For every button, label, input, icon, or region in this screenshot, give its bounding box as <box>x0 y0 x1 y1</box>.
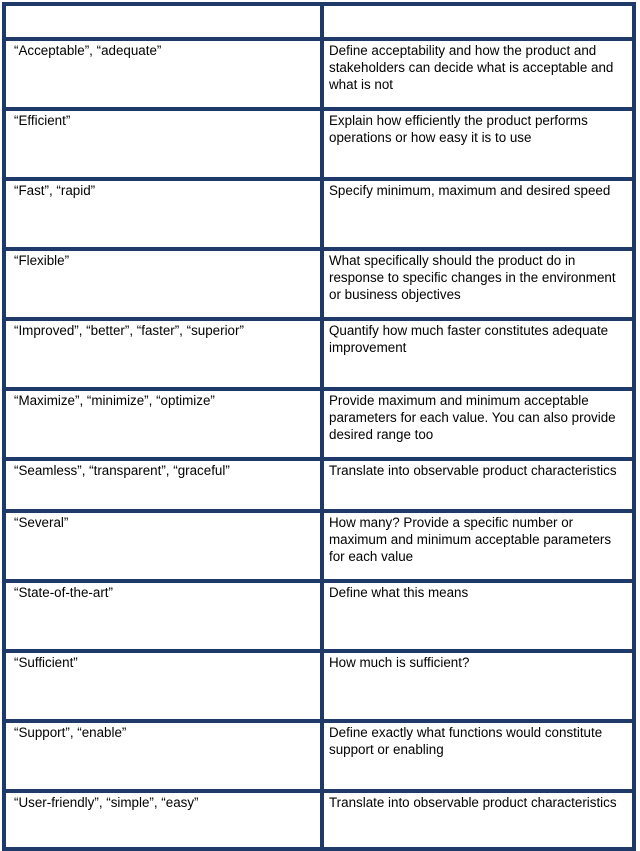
table-body <box>4 39 634 849</box>
table-row <box>4 179 634 249</box>
term-cell: “Acceptable”, “adequate” <box>4 39 322 109</box>
term-cell: “State-of-the-art” <box>4 581 322 651</box>
guidance-cell: Define exactly what functions would constitute support or enabling <box>322 721 634 791</box>
term-cell: “Support”, “enable” <box>4 721 322 791</box>
guidance-cell: Quantify how much faster constitutes adequate improvement <box>322 319 634 389</box>
table-row <box>4 459 634 511</box>
guidance-cell: What specifically should the product do in response to specific changes in the environment or business objectives <box>322 249 634 319</box>
guidance-cell: Explain how efficiently the product performs operations or how easy it is to use <box>322 109 634 179</box>
term-cell: “User-friendly”, “simple”, “easy” <box>4 791 322 849</box>
term-cell: “Sufficient” <box>4 651 322 721</box>
table-row <box>4 581 634 651</box>
guidance-cell: How much is sufficient? <box>322 651 634 721</box>
table-header <box>4 4 634 39</box>
header-cell-guidance <box>322 4 634 39</box>
table-row <box>4 39 634 109</box>
term-cell: “Fast”, “rapid” <box>4 179 322 249</box>
guidance-cell: Translate into observable product characteristics <box>322 459 634 511</box>
ambiguous-terms-table <box>2 2 636 851</box>
guidance-cell: Specify minimum, maximum and desired speed <box>322 179 634 249</box>
guidance-cell: Define what this means <box>322 581 634 651</box>
guidance-cell: How many? Provide a specific number or maximum and minimum acceptable parameters for each value <box>322 511 634 581</box>
guidance-cell: Define acceptability and how the product and stakeholders can decide what is acceptable and what is not <box>322 39 634 109</box>
table-row <box>4 651 634 721</box>
term-cell: “Improved”, “better”, “faster”, “superior” <box>4 319 322 389</box>
term-cell: “Efficient” <box>4 109 322 179</box>
table-row <box>4 511 634 581</box>
term-cell: “Several” <box>4 511 322 581</box>
term-cell: “Seamless”, “transparent”, “graceful” <box>4 459 322 511</box>
table-row <box>4 389 634 459</box>
header-cell-term <box>4 4 322 39</box>
guidance-cell: Provide maximum and minimum acceptable parameters for each value. You can also provide desired range too <box>322 389 634 459</box>
table-row <box>4 319 634 389</box>
guidance-cell: Translate into observable product characteristics <box>322 791 634 849</box>
table-row <box>4 109 634 179</box>
table-row <box>4 721 634 791</box>
header-row <box>4 4 634 39</box>
term-cell: “Flexible” <box>4 249 322 319</box>
term-cell: “Maximize”, “minimize”, “optimize” <box>4 389 322 459</box>
table-row <box>4 249 634 319</box>
table-row <box>4 791 634 849</box>
